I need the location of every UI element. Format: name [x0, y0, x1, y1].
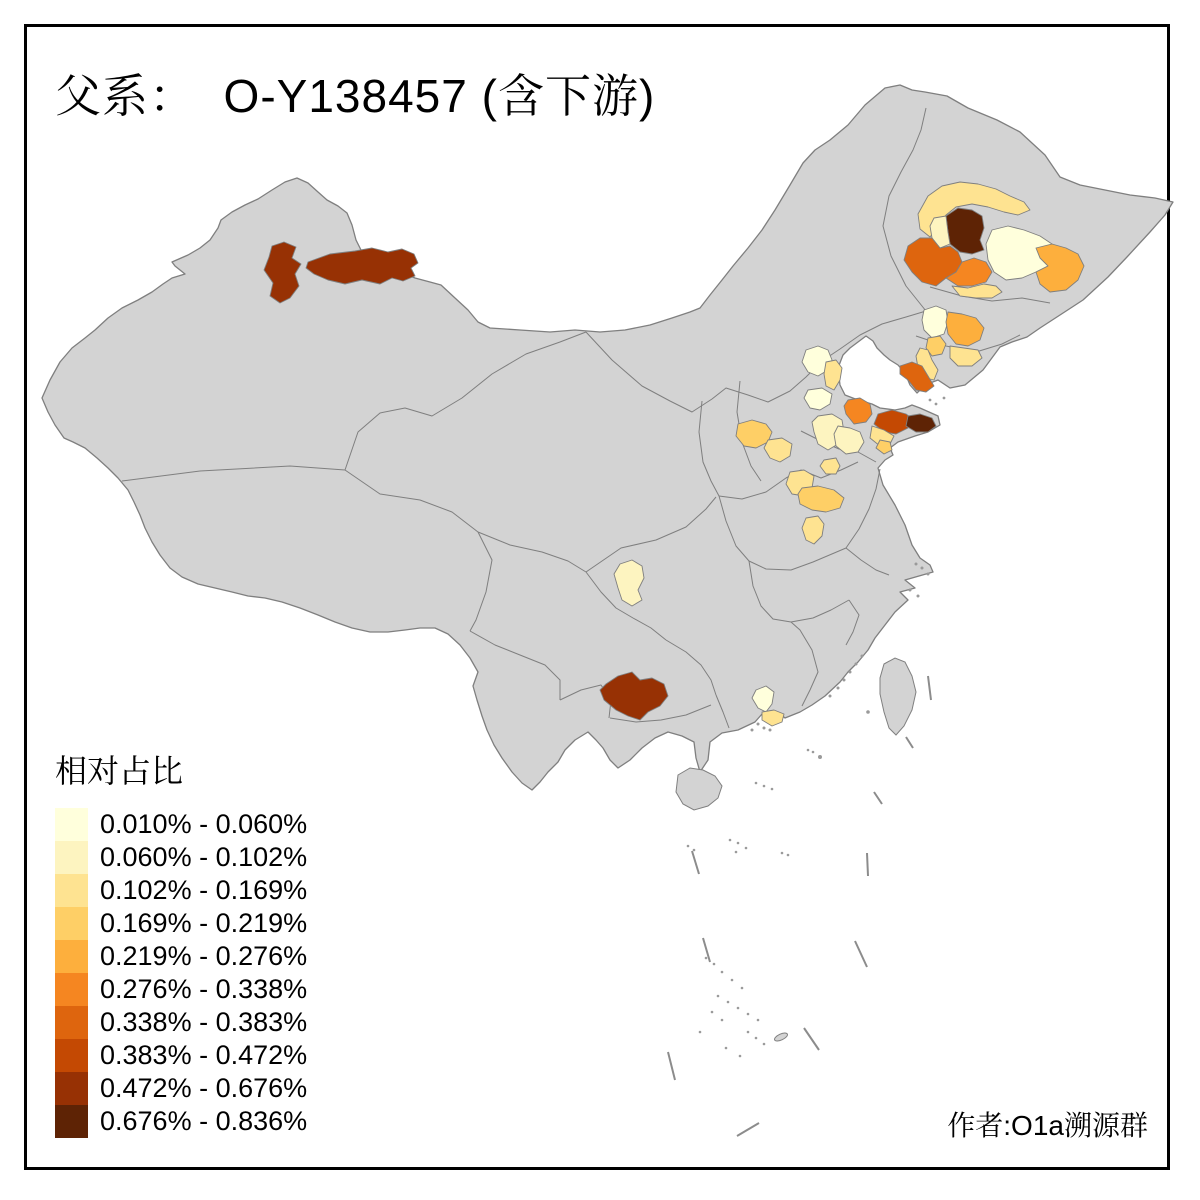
legend-label: 0.676% - 0.836%	[100, 1106, 308, 1136]
legend-label: 0.102% - 0.169%	[100, 875, 308, 905]
region-foshan	[762, 710, 784, 726]
legend-label: 0.010% - 0.060%	[100, 809, 308, 839]
legend-label: 0.383% - 0.472%	[100, 1040, 308, 1070]
legend-label: 0.472% - 0.676%	[100, 1073, 308, 1103]
legend-entry	[55, 808, 307, 841]
legend-label: 0.276% - 0.338%	[100, 974, 308, 1004]
legend-label: 0.060% - 0.102%	[100, 842, 308, 872]
page-title: 父系： O-Y138457 (含下游)	[55, 70, 656, 122]
legend-swatch	[55, 1039, 88, 1072]
legend-entry	[55, 841, 307, 874]
legend-label: 0.219% - 0.276%	[100, 941, 308, 971]
legend-swatch	[55, 1006, 88, 1039]
legend-swatch	[55, 907, 88, 940]
legend-entry	[55, 907, 307, 940]
legend-entry	[55, 1039, 307, 1072]
legend-swatch	[55, 973, 88, 1006]
taiwan-island	[880, 658, 916, 735]
legend-entry	[55, 1006, 307, 1039]
legend-swatch	[55, 1105, 88, 1138]
legend-entry	[55, 874, 307, 907]
attribution-text: 作者:O1a溯源群	[947, 1110, 1148, 1141]
legend-swatch	[55, 940, 88, 973]
legend-entry	[55, 1072, 307, 1105]
legend-swatch	[55, 874, 88, 907]
legend-entry	[55, 1105, 307, 1138]
legend-swatch	[55, 808, 88, 841]
legend-swatch	[55, 841, 88, 874]
legend-entry	[55, 940, 307, 973]
legend-label: 0.169% - 0.219%	[100, 908, 308, 938]
legend-swatch	[55, 1072, 88, 1105]
legend-entries	[55, 808, 307, 1138]
hainan-island	[676, 768, 722, 810]
legend-title: 相对占比	[55, 753, 184, 789]
spratly-islet	[773, 1031, 788, 1042]
legend-entry	[55, 973, 307, 1006]
legend	[55, 746, 307, 1138]
legend-label: 0.338% - 0.383%	[100, 1007, 308, 1037]
